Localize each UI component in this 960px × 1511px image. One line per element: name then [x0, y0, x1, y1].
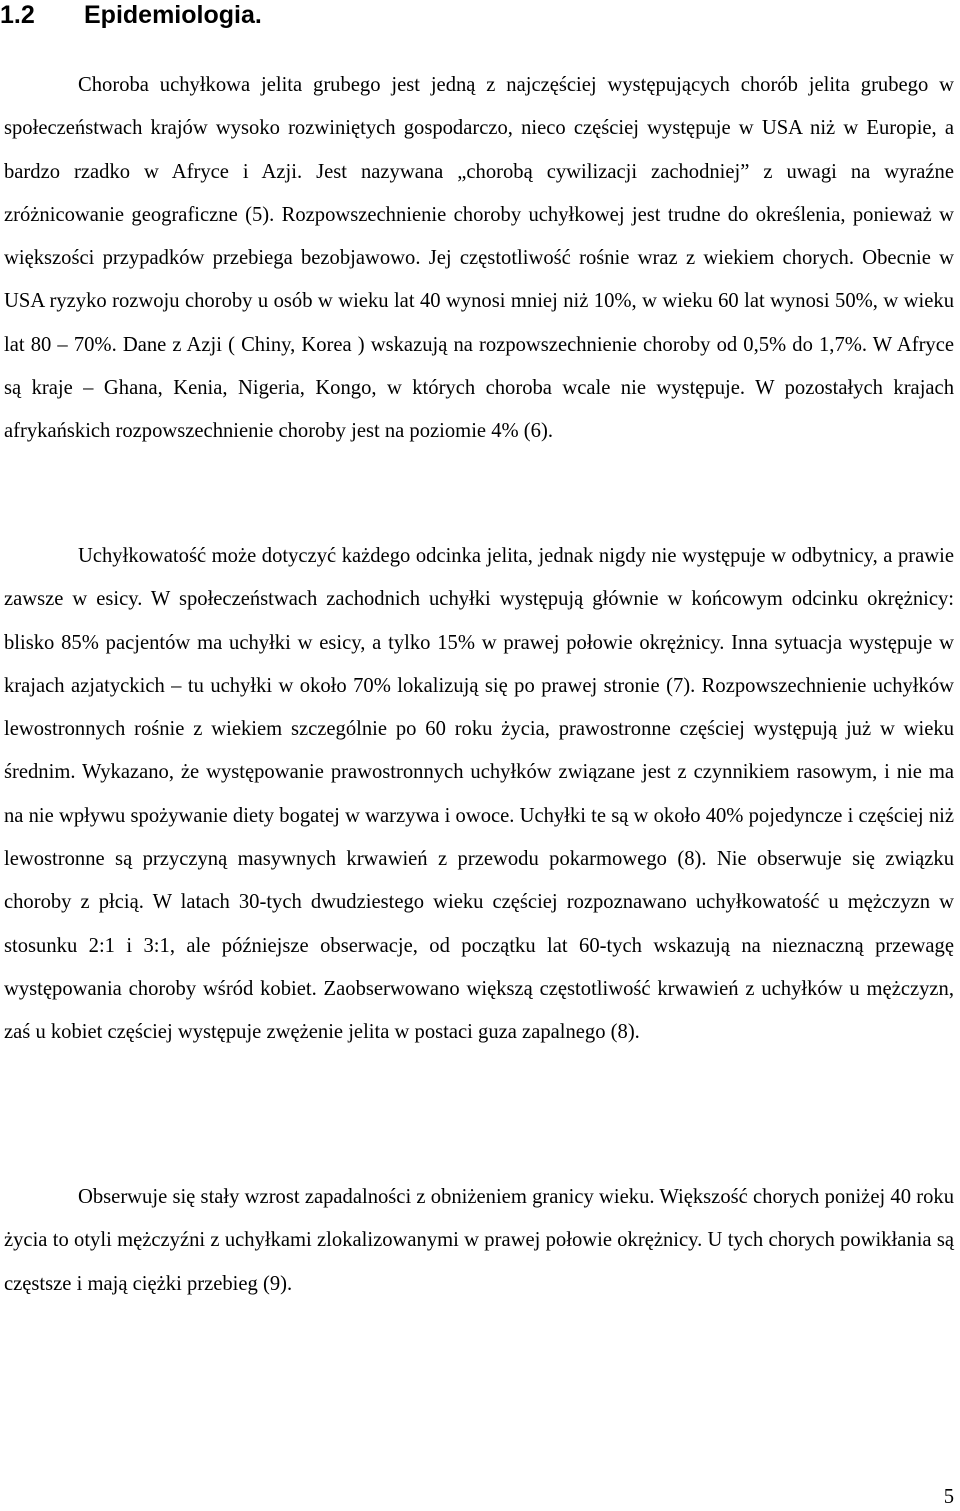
page-number: 5	[943, 1486, 954, 1508]
paragraph-localization: Uchyłkowatość może dotyczyć każdego odcinka jelita, jednak nigdy nie występuje w odbytnicy, a prawie zawsze w esicy. W społeczeństwach zachodnich uchyłki występują głównie w końcowym odcinku okrężnicy: blisko 85% pacjentów ma uchyłki w esicy, a tylko 15% w prawej połowie okrężnicy. Inna sytuacja występuje w krajach azjatyckich – tu uchyłki w około 70% lokalizują się po prawej stronie (7). Rozpowszechnienie uchyłków lewostronnych rośnie z wiekiem szczególnie po 60 roku życia, prawostronne częściej występują już w wieku średnim. Wykazano, że występowanie prawostronnych uchyłków związane jest z czynnikiem rasowym, i nie ma na nie wpływu spożywanie diety bogatej w warzywa i owoce. Uchyłki te są w około 40% pojedyncze i częściej niż lewostronne są przyczyną masywnych krwawień z przewodu pokarmowego (8). Nie obserwuje się związku choroby z płcią. W latach 30-tych dwudziestego wieku częściej rozpoznawano uchyłkowatość u mężczyzn w stosunku 2:1 i 3:1, ale późniejsze obserwacje, od początku lat 60-tych wskazują na nieznaczną przewagę występowania choroby wśród kobiet. Zaobserwowano większą częstotliwość krwawień z uchyłków u mężczyzn, zaś u kobiet częściej występuje zwężenie jelita w postaci guza zapalnego (8).	[4, 545, 954, 1044]
paragraph-age-trend: Obserwuje się stały wzrost zapadalności z obniżeniem granicy wieku. Większość chorych poniżej 40 roku życia to otyli mężczyźni z uchyłkami zlokalizowanymi w prawej połowie okrężnicy. U tych chorych powikłania są częstsze i mają ciężki przebieg (9).	[4, 1186, 954, 1295]
paragraph-prevalence: Choroba uchyłkowa jelita grubego jest jedną z najczęściej występujących chorób jelita grubego w społeczeństwach krajów wysoko rozwiniętych gospodarczo, nieco częściej występuje w USA niż w Europie, a bardzo rzadko w Afryce i Azji. Jest nazywana „chorobą cywilizacji zachodniej” z uwagi na wyraźne zróżnicowanie geograficzne (5). Rozpowszechnienie choroby uchyłkowej jest trudne do określenia, ponieważ w większości przypadków przebiega bezobjawowo. Jej częstotliwość rośnie wraz z wiekiem chorych. Obecnie w USA ryzyko rozwoju choroby u osób w wieku lat 40 wynosi mniej niż 10%, w wieku 60 lat wynosi 50%, w wieku lat 80 – 70%. Dane z Azji ( Chiny, Korea ) wskazują na rozpowszechnienie choroby od 0,5% do 1,7%. W Afryce są kraje – Ghana, Kenia, Nigeria, Kongo, w których choroba wcale nie występuje. W pozostałych krajach afrykańskich rozpowszechnienie choroby jest na poziomie 4% (6).	[4, 74, 954, 443]
section-heading	[0, 0, 262, 30]
section-number: 1.2	[0, 1, 35, 29]
section-title: Epidemiologia.	[84, 1, 262, 29]
